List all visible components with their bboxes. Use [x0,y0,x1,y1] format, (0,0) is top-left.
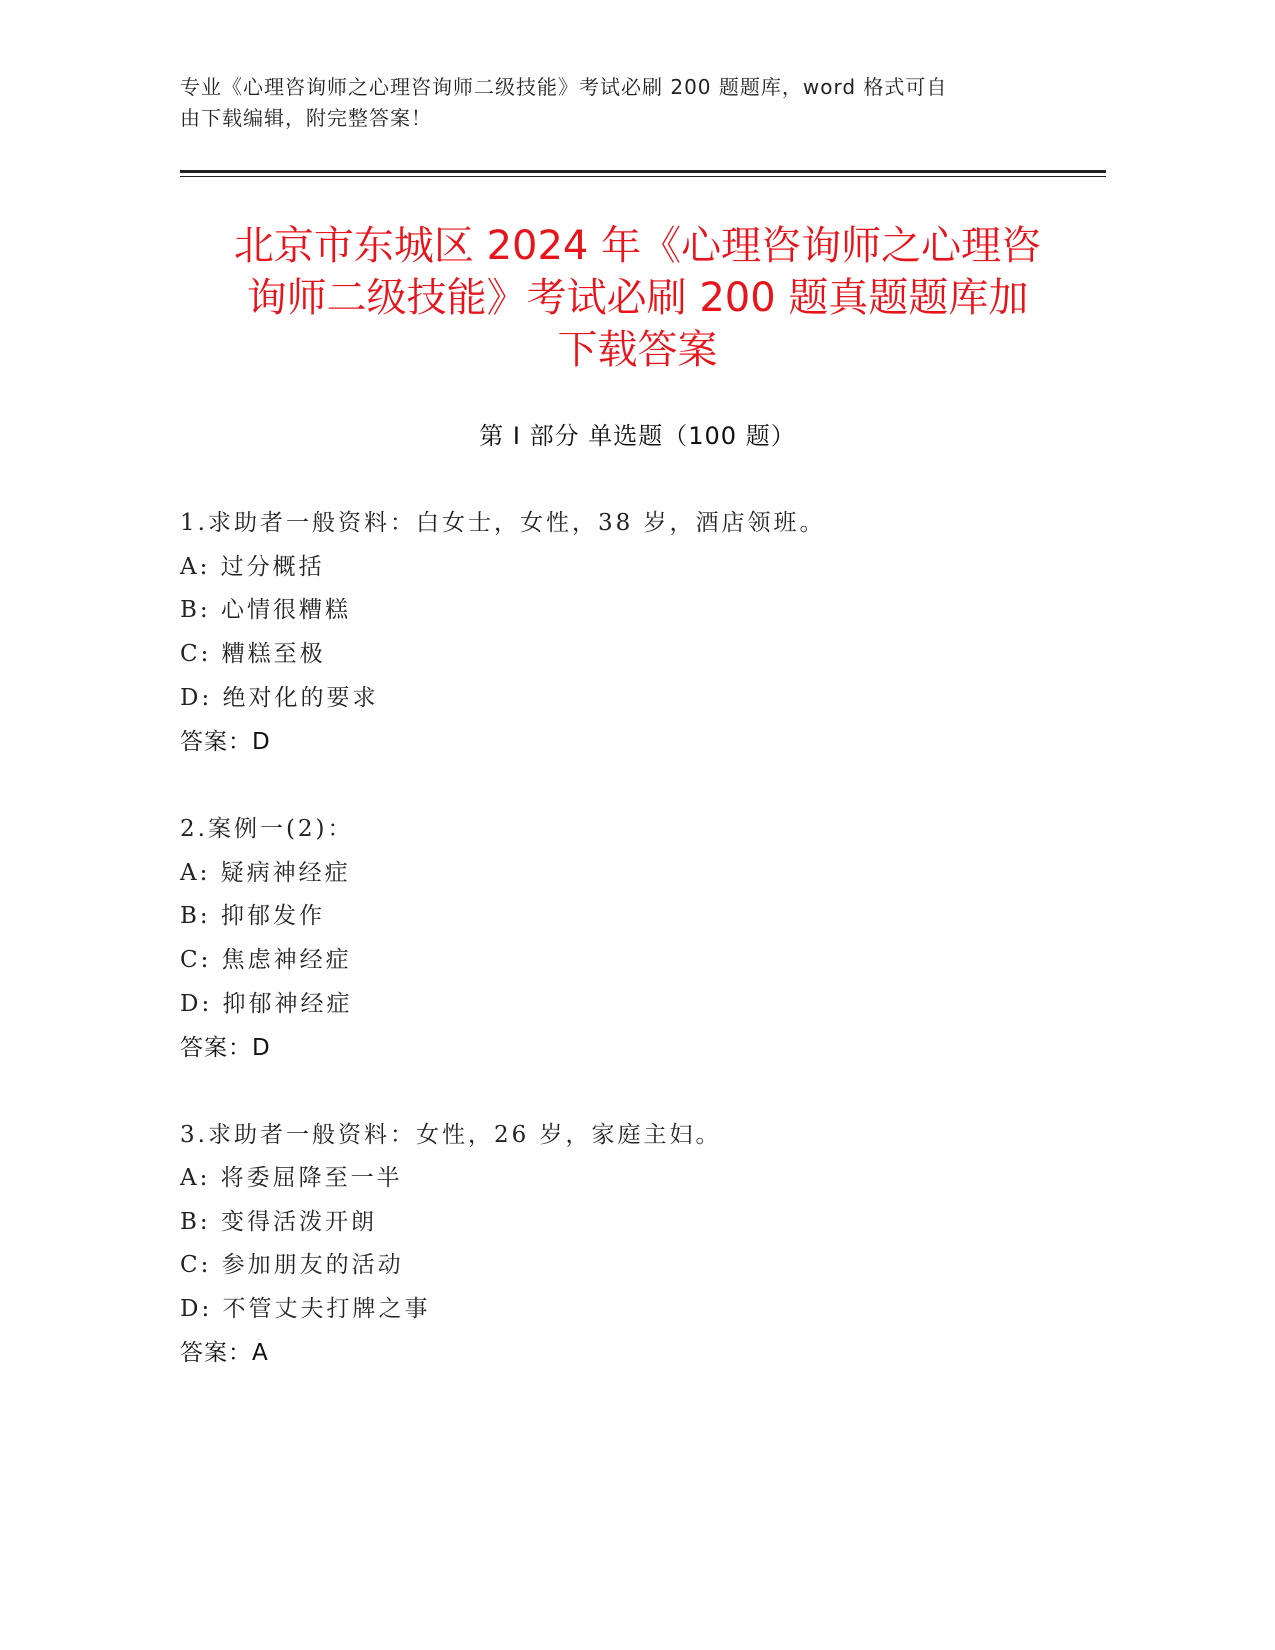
option-a: A: 将委屈降至一半 [180,1165,403,1191]
option-d: D: 抑郁神经症 [180,991,353,1017]
document-title [150,220,1125,376]
option-c: C: 糟糕至极 [180,641,326,667]
answer-line: 答案：D [180,1035,271,1061]
option-b: B: 抑郁发作 [180,903,325,929]
header-note-line-2: 由下载编辑，附完整答案！ [180,106,432,130]
header-note [180,72,1060,134]
option-a: A: 疑病神经症 [180,860,351,886]
option-c: C: 焦虑神经症 [180,947,352,973]
title-line-3: 下载答案 [557,327,718,373]
question-stem: 1.求助者一般资料：白女士，女性，38 岁，酒店领班。 [180,510,826,536]
option-a: A: 过分概括 [180,554,325,580]
title-line-1: 北京市东城区 2024 年《心理咨询师之心理咨 [233,223,1042,269]
section-heading: 第 I 部分 单选题（100 题） [479,422,796,450]
option-d: D: 绝对化的要求 [180,685,379,711]
option-d: D: 不管丈夫打牌之事 [180,1296,431,1322]
option-b: B: 变得活泼开朗 [180,1209,377,1235]
option-c: C: 参加朋友的活动 [180,1252,404,1278]
option-b: B: 心情很糟糕 [180,597,351,623]
question-stem: 3.求助者一般资料：女性，26 岁，家庭主妇。 [180,1122,722,1148]
header-note-line-1: 专业《心理咨询师之心理咨询师二级技能》考试必刷 200 题题库，word 格式可自 [180,75,948,99]
header-divider-thin [180,176,1106,177]
header-divider-thick [180,170,1106,173]
answer-line: 答案：D [180,729,271,755]
answer-line: 答案：A [180,1340,269,1366]
title-line-2: 询师二级技能》考试必刷 200 题真题题库加 [246,275,1029,321]
question-stem: 2.案例一(2)： [180,816,354,842]
